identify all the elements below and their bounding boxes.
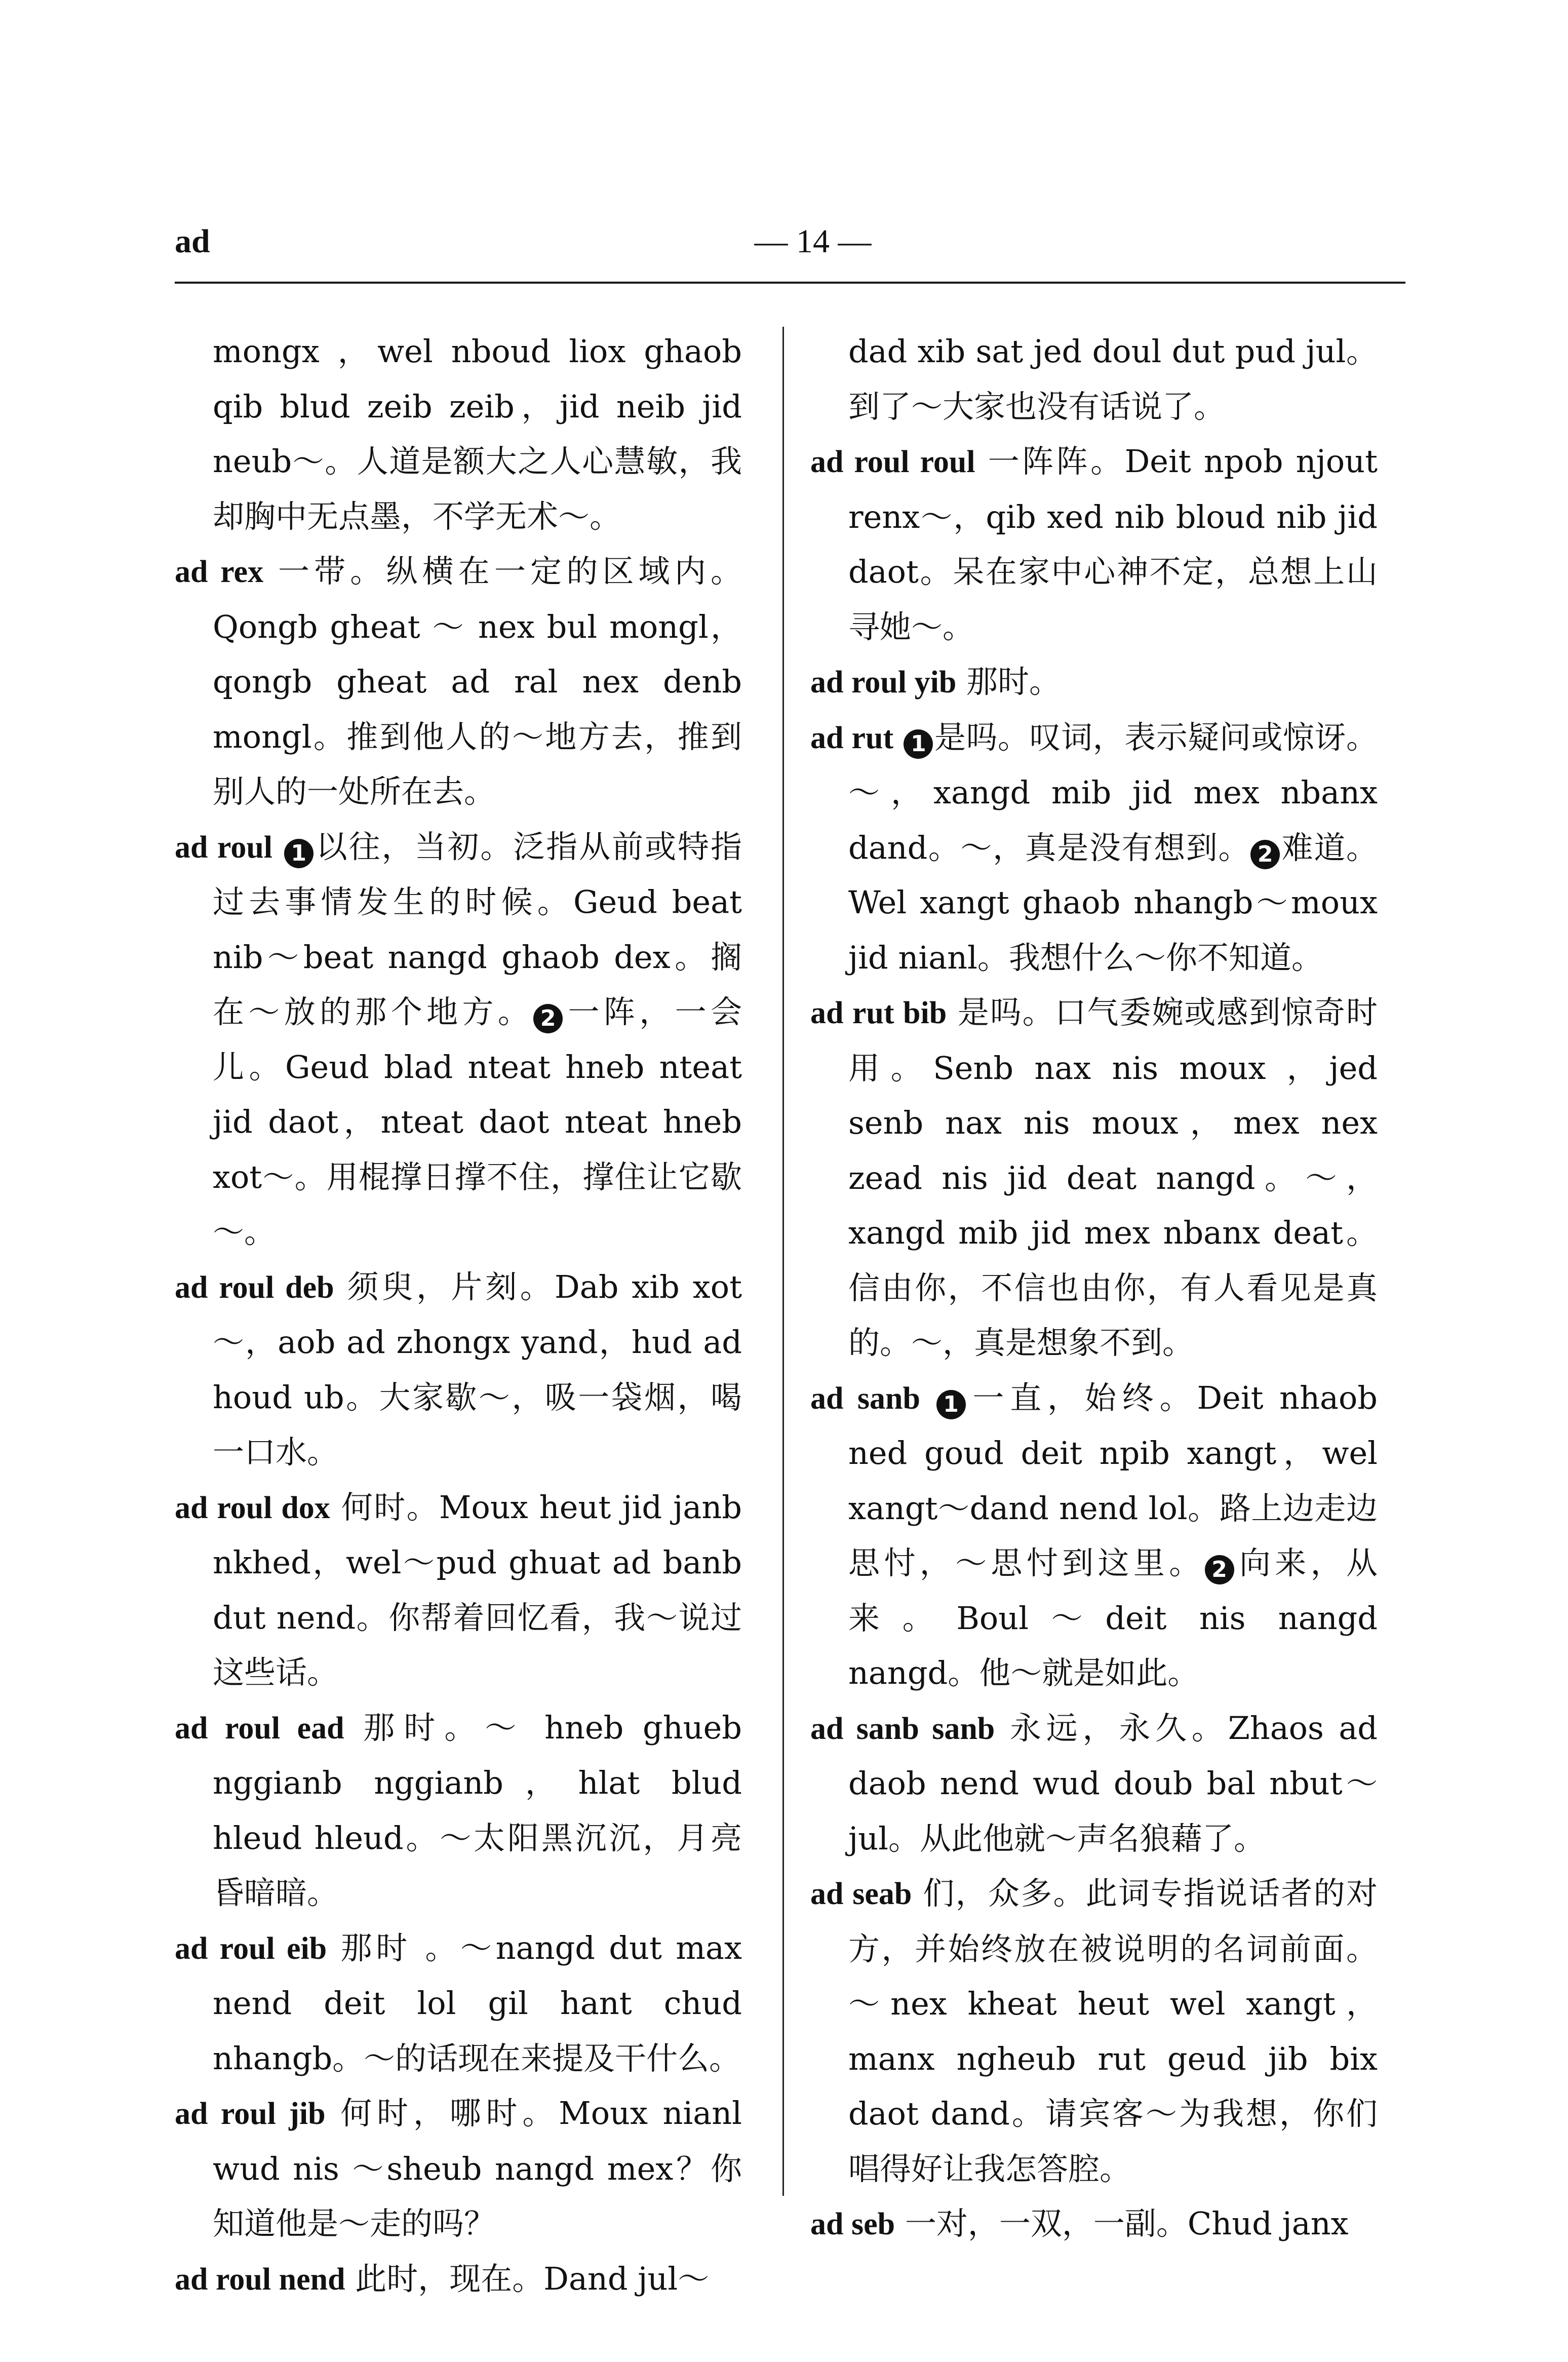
entry-definition: 难道。Wel xangt ghaob nhangb～moux jid nianl。我想什么～你不知道。	[848, 829, 1378, 976]
sense-number-marker: 2	[533, 1004, 563, 1033]
entry-headword: ad rut	[810, 720, 894, 755]
entry-definition: 一阵，一会儿。Geud blad nteat hneb nteat jid daot，nteat daot nteat hneb xot～。用棍撑日撑不住，撑住让它歇～。	[213, 993, 742, 1250]
entry-headword: ad seb	[810, 2207, 895, 2241]
entry-definition: 那时 。～nangd dut max nend deit lol gil hant chud nhangb。～的话现在来提及干什么。	[213, 1929, 742, 2077]
entry-headword: ad sanb	[810, 1381, 920, 1416]
entry-headword: ad roul ead	[175, 1711, 344, 1746]
left-column	[175, 324, 742, 2307]
page-header	[175, 219, 1405, 275]
entry-definition: 向来，从来。Boul～deit nis nangd nangd。他～就是如此。	[848, 1544, 1378, 1691]
entry-definition: 那时。	[966, 663, 1061, 700]
entry-definition: 何时，哪时。Moux nianl wud nis ～sheub nangd mex？你知道他是～走的吗？	[213, 2095, 742, 2242]
sense-number-marker: 2	[1205, 1555, 1234, 1584]
entry-definition: 那时。～ hneb ghueb nggianb nggianb，hlat blud hleud hleud。～太阳黑沉沉，月亮昏暗暗。	[213, 1709, 742, 1911]
entry-headword: ad sanb sanb	[810, 1711, 995, 1746]
dictionary-entry	[175, 2252, 742, 2307]
dictionary-entry	[175, 2086, 742, 2252]
dictionary-entry	[175, 1480, 742, 1700]
entry-headword: ad seab	[810, 1877, 912, 1911]
dictionary-entry	[810, 710, 1378, 986]
dictionary-entry	[810, 434, 1378, 654]
continuation-text: dad xib sat jed doul dut pud jul。到了～大家也没有话说了。	[848, 333, 1378, 425]
entry-headword: ad roul deb	[175, 1270, 334, 1305]
dictionary-entry	[175, 1260, 742, 1480]
dictionary-entry	[175, 544, 742, 820]
entry-definition: 此时，现在。Dand jul～	[355, 2260, 710, 2297]
entry-definition: 是吗。叹词，表示疑问或惊讶。～，xangd mib jid mex nbanx dand。～，真是没有想到。	[848, 718, 1378, 866]
entry-definition: 一带。纵横在一定的区域内。Qongb gheat ～ nex bul mongl，qongb gheat ad ral nex denb mongl。推到他人的～地方去，推到别人的一处所在去。	[213, 553, 742, 810]
entry-definition: 一阵阵。Deit npob njout renx～，qib xed nib bloud nib jid daot。呆在家中心神不定，总想上山寻她～。	[848, 443, 1378, 645]
right-column	[810, 324, 1378, 2252]
entry-headword: ad roul jib	[175, 2097, 326, 2131]
entry-headword: ad roul eib	[175, 1931, 327, 1966]
entry-headword: ad rut bib	[810, 996, 947, 1030]
dictionary-entry	[810, 1701, 1378, 1867]
entry-headword: ad rex	[175, 555, 264, 589]
entry-headword: ad roul	[175, 830, 273, 865]
dictionary-entry	[810, 1866, 1378, 2196]
entry-headword: ad roul nend	[175, 2262, 345, 2297]
entry-headword: ad roul dox	[175, 1490, 330, 1525]
entry-headword: ad roul roul	[810, 445, 975, 479]
sense-number-marker: 1	[904, 729, 933, 759]
entry-headword: ad roul yib	[810, 665, 957, 700]
dictionary-entry	[175, 1921, 742, 2086]
entry-list	[175, 544, 742, 2307]
entry-definition: 永远，永久。Zhaos ad daob nend wud doub bal nbut～jul。从此他就～声名狼藉了。	[848, 1709, 1378, 1857]
entry-definition: 一直，始终。Deit nhaob ned goud deit npib xangt，wel xangt～dand nend lol。路上边走边思忖，～思忖到这里。	[848, 1379, 1378, 1581]
dictionary-entry	[810, 1371, 1378, 1701]
entry-definition: 们，众多。此词专指说话者的对方，并始终放在被说明的名词前面。～nex kheat heut wel xangt，manx ngheub rut geud jib bix daot dand。请宾客～为我想，你们唱得好让我怎答腔。	[848, 1875, 1378, 2187]
entry-definition: 以往，当初。泛指从前或特指过去事情发生的时候。Geud beat nib～beat nangd ghaob dex。搁在～放的那个地方。	[213, 828, 742, 1030]
entry-definition: 是吗。口气委婉或感到惊奇时用。Senb nax nis moux ，jed senb nax nis moux，mex nex zead nis jid deat nangd。～，xangd mib jid mex nbanx deat。信由你，不信也由你，有人看见是真的。～，真是想象不到。	[848, 994, 1378, 1361]
continuation-text: mongx ，wel nboud liox ghaob qib blud zeib zeib，jid neib jid neub～。人道是额大之人心慧敏，我却胸中无点墨，不学无术～。	[213, 333, 742, 535]
entry-definition: 一对，一双，一副。Chud janx	[905, 2205, 1349, 2242]
entry-definition: 须臾，片刻。Dab xib xot ～，aob ad zhongx yand，hud ad houd ub。大家歇～，吸一袋烟，喝一口水。	[213, 1268, 742, 1470]
sense-number-marker: 1	[936, 1390, 966, 1419]
sense-number-marker: 2	[1250, 840, 1280, 869]
dictionary-entry	[810, 2196, 1378, 2252]
entry-definition: 何时。Moux heut jid janb nkhed，wel～pud ghuat ad banb dut nend。你帮着回忆看，我～说过这些话。	[213, 1488, 742, 1691]
header-rule	[175, 282, 1405, 284]
dictionary-entry	[175, 820, 742, 1260]
dictionary-entry	[810, 654, 1378, 710]
entry-list	[810, 434, 1378, 2252]
page-number: — 14 —	[754, 223, 872, 260]
dictionary-entry	[175, 1700, 742, 1921]
sense-number-marker: 1	[284, 839, 313, 868]
running-headword: ad	[175, 223, 210, 260]
column-divider	[782, 327, 784, 2196]
dictionary-entry	[810, 985, 1378, 1371]
